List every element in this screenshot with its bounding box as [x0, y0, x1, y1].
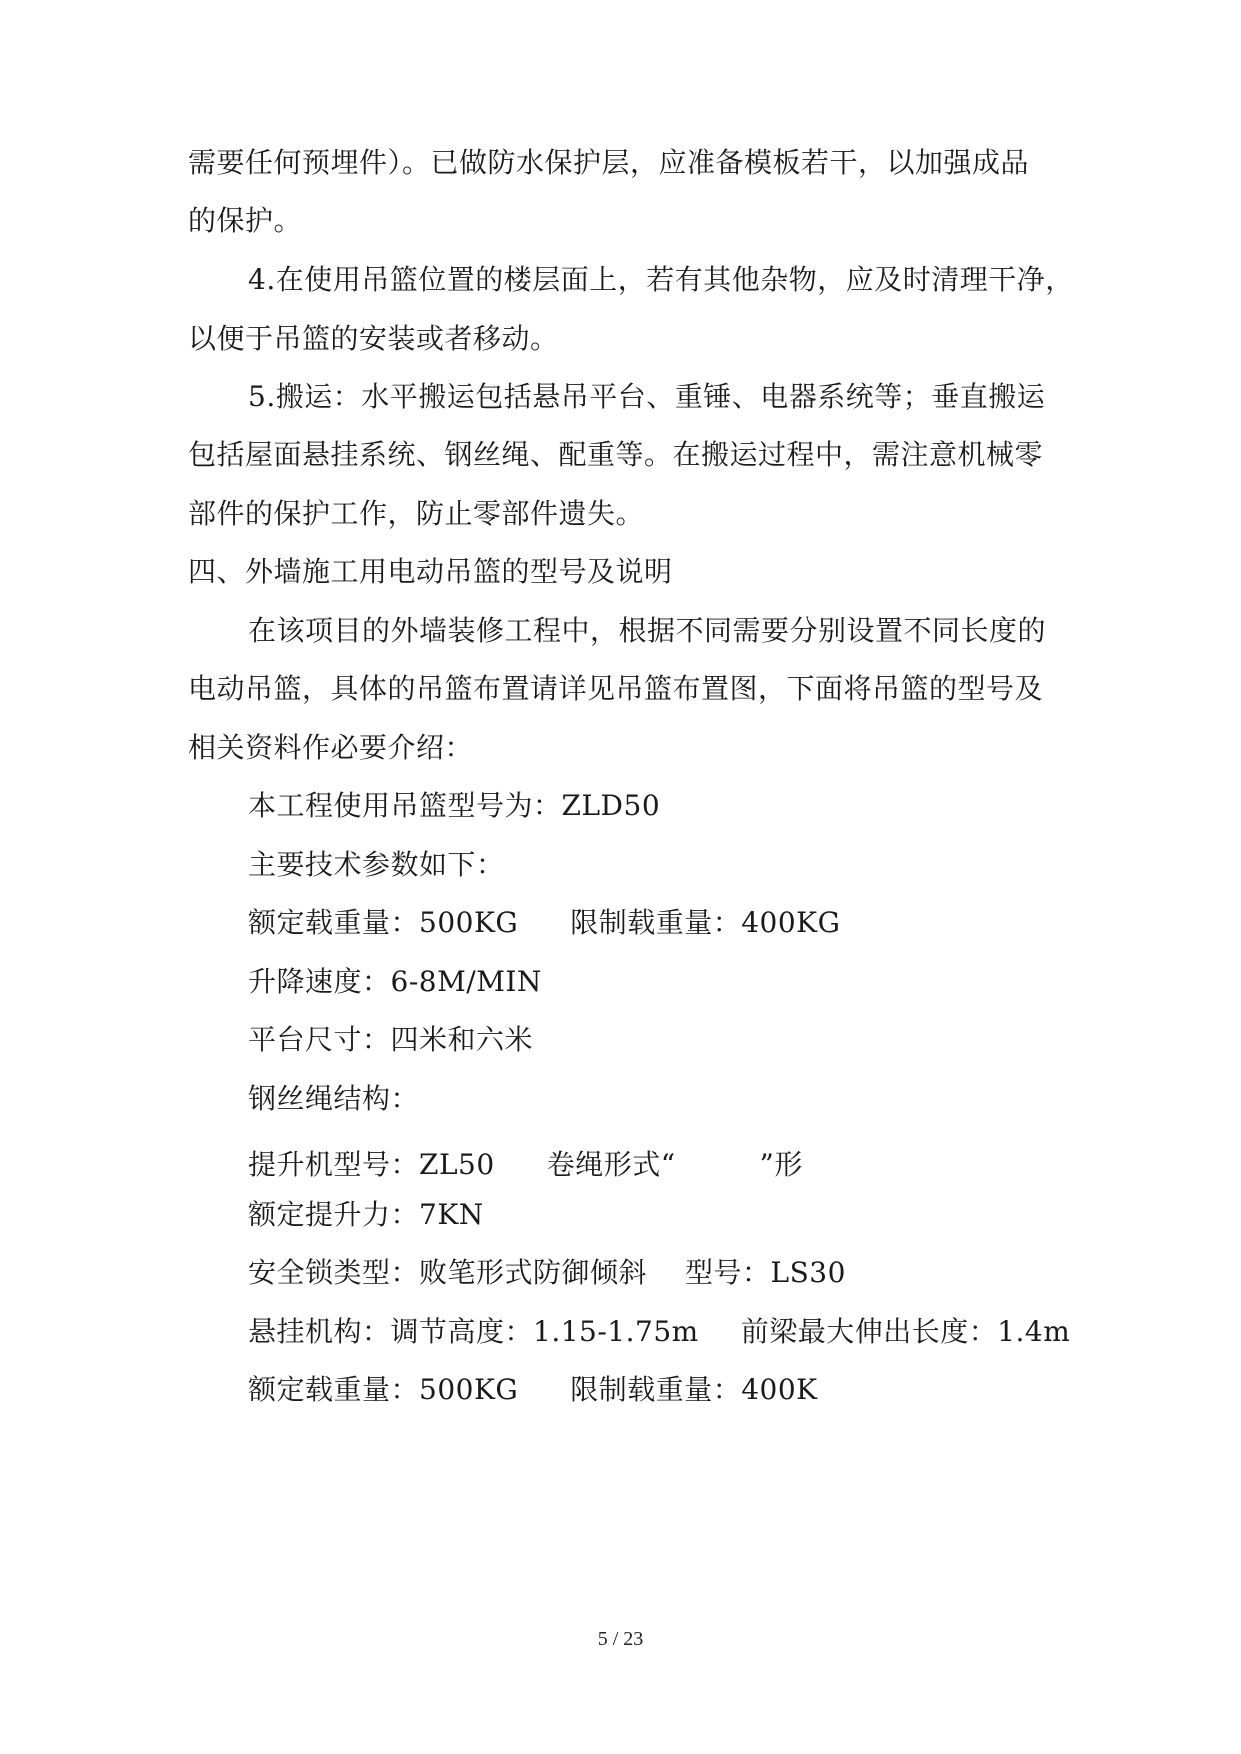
rated-load-1: 额定载重量：500KG [248, 906, 519, 939]
platform-size: 平台尺寸：四米和六米 [248, 1023, 534, 1056]
safety-lock-type: 安全锁类型：败笔形式防御倾斜 [248, 1256, 648, 1289]
load-line-1 [248, 903, 840, 943]
section-heading: 四、外墙施工用电动吊篮的型号及说明 [188, 555, 673, 588]
page-number: 5 / 23 [597, 1628, 644, 1650]
limit-load-2: 限制载重量：400K [570, 1373, 818, 1406]
params-intro: 主要技术参数如下： [248, 848, 505, 881]
winding-form-open: 卷绳形式“ [546, 1148, 676, 1181]
limit-load-1: 限制载重量：400KG [570, 906, 841, 939]
hoist-model: 提升机型号：ZL50 [248, 1148, 495, 1181]
safety-lock-line [248, 1253, 846, 1293]
hoist-line [248, 1145, 803, 1185]
paragraph-1-line-2: 的保护。 [188, 204, 303, 237]
winding-form-close: ”形 [759, 1148, 803, 1181]
suspension: 悬挂机构：调节高度：1.15-1.75m [248, 1315, 699, 1348]
paragraph-2-line-2: 以便于吊篮的安装或者移动。 [188, 322, 559, 355]
suspension-line [248, 1312, 1070, 1352]
wire-rope: 钢丝绳结构： [248, 1082, 420, 1115]
paragraph-3-line-3: 部件的保护工作，防止零部件遗失。 [188, 497, 645, 530]
load-line-2 [248, 1370, 818, 1410]
paragraph-4-line-3: 相关资料作必要介绍： [188, 731, 474, 764]
paragraph-1-line-1: 需要任何预埋件）。已做防水保护层，应准备模板若干，以加强成品 [188, 146, 1030, 179]
paragraph-4-line-2: 电动吊篮，具体的吊篮布置请详见吊篮布置图，下面将吊篮的型号及 [188, 672, 1044, 705]
model-line: 本工程使用吊篮型号为：ZLD50 [248, 789, 661, 822]
paragraph-4-line-1: 在该项目的外墙装修工程中，根据不同需要分别设置不同长度的 [248, 614, 1047, 647]
rated-load-2: 额定载重量：500KG [248, 1373, 519, 1406]
paragraph-3-line-2: 包括屋面悬挂系统、钢丝绳、配重等。在搬运过程中，需注意机械零 [188, 438, 1044, 471]
paragraph-2-line-1: 4.在使用吊篮位置的楼层面上，若有其他杂物，应及时清理干净， [248, 263, 1074, 296]
paragraph-3-line-1: 5.搬运：水平搬运包括悬吊平台、重锤、电器系统等；垂直搬运 [248, 380, 1046, 413]
rated-lift-force: 额定提升力：7KN [248, 1198, 484, 1231]
beam-extension: 前梁最大伸出长度：1.4m [740, 1315, 1071, 1348]
lift-speed: 升降速度：6-8M/MIN [248, 965, 542, 998]
safety-lock-model: 型号：LS30 [685, 1256, 846, 1289]
